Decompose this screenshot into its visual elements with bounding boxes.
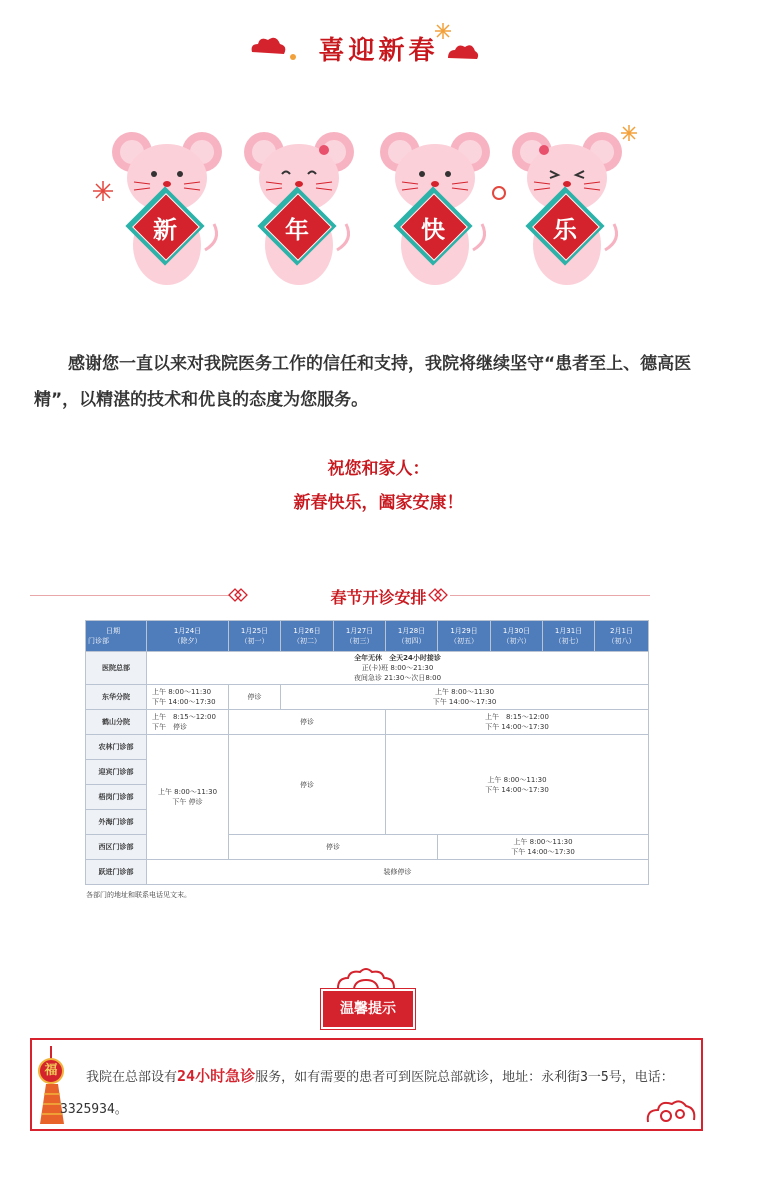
dept-name: 梧岗门诊部: [86, 785, 147, 810]
dept-name: 外海门诊部: [86, 810, 147, 835]
dept-name: 农林门诊部: [86, 735, 147, 760]
cloud-ornament-icon: [334, 966, 398, 990]
mouse-sign-char: 乐: [553, 216, 577, 244]
schedule-cell: 停诊: [229, 735, 386, 835]
fu-charm-char: 福: [38, 1058, 64, 1084]
schedule-cell: 上午 8:00～11:30 下午 14:00～17:30: [281, 685, 649, 710]
mouse-sign-char: 新: [153, 216, 177, 244]
dept-name: 西区门诊部: [86, 835, 147, 860]
dept-name: 鹤山分院: [86, 710, 147, 735]
wish-line-2: 新春快乐，阖家安康！: [293, 493, 464, 513]
date-header: 1月28日 （初四）: [386, 621, 438, 652]
mouse-figure: [510, 120, 630, 290]
table-row: [86, 860, 649, 885]
mouse-sign-char: 年: [285, 216, 309, 244]
date-header: 1月29日 （初五）: [438, 621, 491, 652]
schedule-cell: 停诊: [229, 835, 438, 860]
table-row: [86, 685, 649, 710]
schedule-cell: 装修停诊: [147, 860, 649, 885]
mice-illustration: [100, 120, 660, 300]
warm-tips-text: 我院在总部设有24小时急诊服务，如有需要的患者可到医院总部就诊，地址：永利街3一5号，电话：3325934。: [60, 1067, 674, 1117]
warm-tips-badge: 温馨提示: [321, 989, 415, 1029]
date-header: 1月25日 （初一）: [229, 621, 281, 652]
emergency-highlight: 24小时急诊: [177, 1067, 256, 1085]
intro-paragraph: 感谢您一直以来对我院医务工作的信任和支持，我院将继续坚守“患者至上、德高医精”，以精湛的技术和优良的态度为您服务。: [34, 354, 692, 410]
wish-line-1: 祝您和家人：: [327, 459, 430, 479]
table-row: [86, 652, 649, 685]
mouse-figure: [378, 120, 498, 290]
corner-date-label: 日期: [106, 627, 120, 635]
schedule-cell: 上午 8:00～11:30 下午 停诊: [147, 735, 229, 860]
schedule-cell: 上午 8:00～11:30 下午 14:00～17:30: [147, 685, 229, 710]
dept-name: 东华分院: [86, 685, 147, 710]
date-header: 1月27日 （初三）: [334, 621, 386, 652]
schedule-cell: 上午 8:00～11:30 下午 14:00～17:30: [386, 735, 649, 835]
mouse-figure: [110, 120, 230, 290]
mouse-sign-char: 快: [421, 216, 445, 244]
table-header-row: [86, 621, 649, 652]
table-row: [86, 735, 649, 760]
corner-dept-label: 门诊部: [88, 637, 109, 645]
dept-name: 跃进门诊部: [86, 860, 147, 885]
date-header: 2月1日 （初八）: [595, 621, 649, 652]
schedule-cell: 上午 8:00～11:30 下午 14:00～17:30: [438, 835, 649, 860]
schedule-cell: 上午 8:15～12:00 下午 停诊: [147, 710, 229, 735]
table-row: [86, 710, 649, 735]
dept-name: 迎宾门诊部: [86, 760, 147, 785]
schedule-table: [85, 620, 649, 885]
mouse-figure: [242, 120, 362, 290]
schedule-cell: 全年无休 全天24小时接诊 正(卡)班 8:00～21:30 夜间急诊 21:30～次日8:00: [147, 652, 649, 685]
date-header: 1月31日 （初七）: [543, 621, 595, 652]
schedule-cell: 停诊: [229, 710, 386, 735]
date-header: 1月30日 （初六）: [491, 621, 543, 652]
schedule-title: 春节开诊安排: [330, 588, 427, 607]
schedule-cell: 停诊: [229, 685, 281, 710]
date-header: 1月24日 （除夕）: [147, 621, 229, 652]
dept-name: 医院总部: [86, 652, 147, 685]
schedule-cell: 上午 8:15～12:00 下午 14:00～17:30: [386, 710, 649, 735]
date-header: 1月26日 （初二）: [281, 621, 334, 652]
table-footnote: 各部门的地址和联系电话见文末。: [86, 891, 191, 899]
page-title: 喜迎新春: [318, 36, 439, 66]
